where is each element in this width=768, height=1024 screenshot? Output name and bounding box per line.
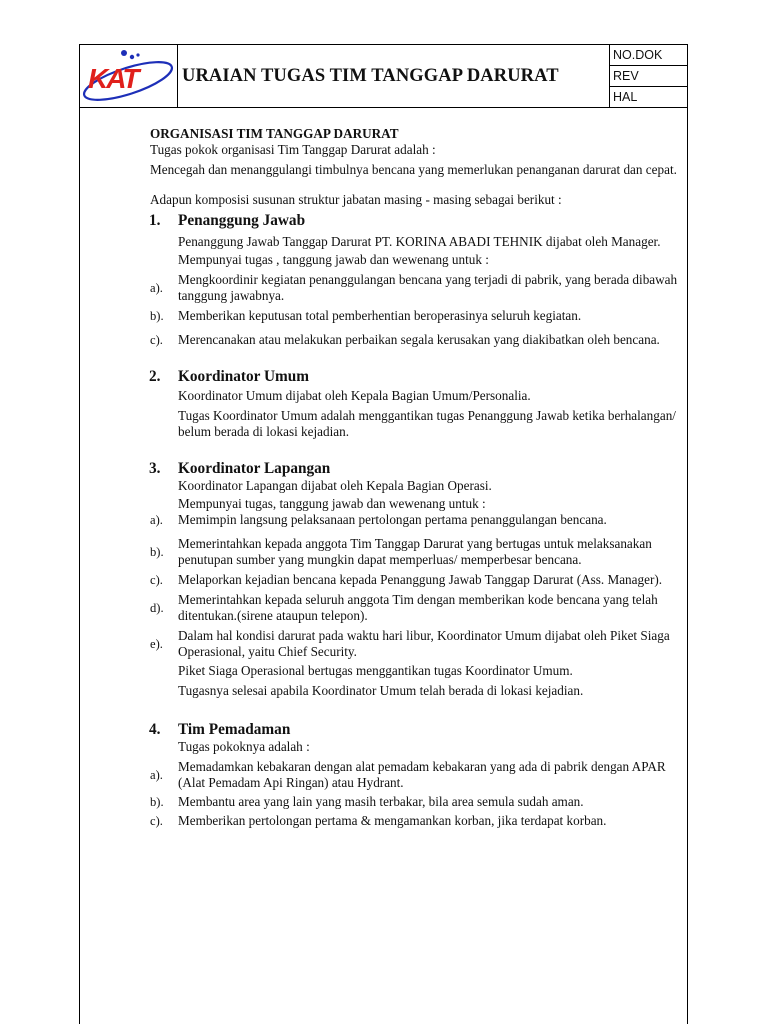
list-item: b). Memerintahkan kepada anggota Tim Tanggap Darurat yang bertugas untuk melaksanakan penutupan sumber yang mungkin dapat memperluas/ memperbesar bencana. <box>150 536 652 567</box>
paragraph: Tugas Koordinator Umum adalah menggantikan tugas Penanggung Jawab ketika berhalangan/ belum berada di lokasi kejadian. <box>178 408 676 439</box>
paragraph: Mempunyai tugas, tanggung jawab dan wewenang untuk : <box>178 496 486 511</box>
paragraph: Tugas pokoknya adalah : <box>178 739 310 754</box>
meta-rev: REV <box>610 66 687 87</box>
heading-tim-pemadaman: 4. Tim Pemadaman <box>149 721 291 738</box>
list-item: b). Membantu area yang lain yang masih terbakar, bila area semula sudah aman. <box>150 794 584 809</box>
list-item: e). Dalam hal kondisi darurat pada waktu hari libur, Koordinator Umum dijabat oleh Piket Siaga Operasional, yaitu Chief Security. <box>150 628 670 659</box>
document-header <box>79 44 688 108</box>
meta-hal: HAL <box>613 90 638 104</box>
logo-text: KAT <box>88 63 138 94</box>
paragraph: Koordinator Lapangan dijabat oleh Kepala Bagian Operasi. <box>178 478 492 493</box>
paragraph: Tugasnya selesai apabila Koordinator Umum telah berada di lokasi kejadian. <box>178 683 584 698</box>
heading-penanggung-jawab: 1. Penanggung Jawab <box>149 212 306 229</box>
intro-text: Mencegah dan menanggulangi timbulnya bencana yang memerlukan penanganan darurat dan cepat. <box>150 162 677 177</box>
paragraph: Koordinator Umum dijabat oleh Kepala Bagian Umum/Personalia. <box>178 388 531 403</box>
document-title: URAIAN TUGAS TIM TANGGAP DARURAT <box>178 45 610 107</box>
heading-koordinator-lapangan: 3. Koordinator Lapangan <box>149 460 331 477</box>
list-item: b). Memberikan keputusan total pemberhentian beroperasinya seluruh kegiatan. <box>150 308 582 323</box>
list-item: c). Memberikan pertolongan pertama & mengamankan korban, jika terdapat korban. <box>150 813 607 828</box>
paragraph: Penanggung Jawab Tanggap Darurat PT. KORINA ABADI TEHNIK dijabat oleh Manager. <box>178 234 661 249</box>
list-item: a). Memimpin langsung pelaksanaan pertolongan pertama penanggulangan bencana. <box>150 512 607 527</box>
page-border-left <box>79 44 80 1024</box>
logo-cell <box>80 45 178 107</box>
meta-no-dok: NO.DOK <box>610 45 687 66</box>
intro-text: Adapun komposisi susunan struktur jabatan masing - masing sebagai berikut : <box>150 192 562 207</box>
section-title: ORGANISASI TIM TANGGAP DARURAT <box>150 126 399 141</box>
document-body <box>150 126 690 829</box>
intro-text: Tugas pokok organisasi Tim Tanggap Darurat adalah : <box>150 142 436 157</box>
list-item: c). Melaporkan kejadian bencana kepada Penanggung Jawab Tanggap Darurat (Ass. Manager). <box>150 572 663 587</box>
list-item: a). Memadamkan kebakaran dengan alat pemadam kebakaran yang ada di pabrik dengan APAR (Alat Pemadam Api Ringan) atau Hydrant. <box>150 759 666 790</box>
list-item: c). Merencanakan atau melakukan perbaikan segala kerusakan yang diakibatkan oleh bencana. <box>150 332 660 347</box>
company-logo <box>80 45 177 109</box>
paragraph: Mempunyai tugas , tanggung jawab dan wewenang untuk : <box>178 252 489 267</box>
document-meta <box>610 45 687 107</box>
list-item: a). Mengkoordinir kegiatan penanggulangan bencana yang terjadi di pabrik, yang berada dibawah tanggung jawabnya. <box>150 272 678 303</box>
paragraph: Piket Siaga Operasional bertugas menggantikan tugas Koordinator Umum. <box>178 663 573 678</box>
list-item: d). Memerintahkan kepada seluruh anggota Tim dengan memberikan kode bencana yang telah ditentukan.(sirene ataupun telepon). <box>150 592 658 623</box>
heading-koordinator-umum: 2. Koordinator Umum <box>149 368 310 385</box>
